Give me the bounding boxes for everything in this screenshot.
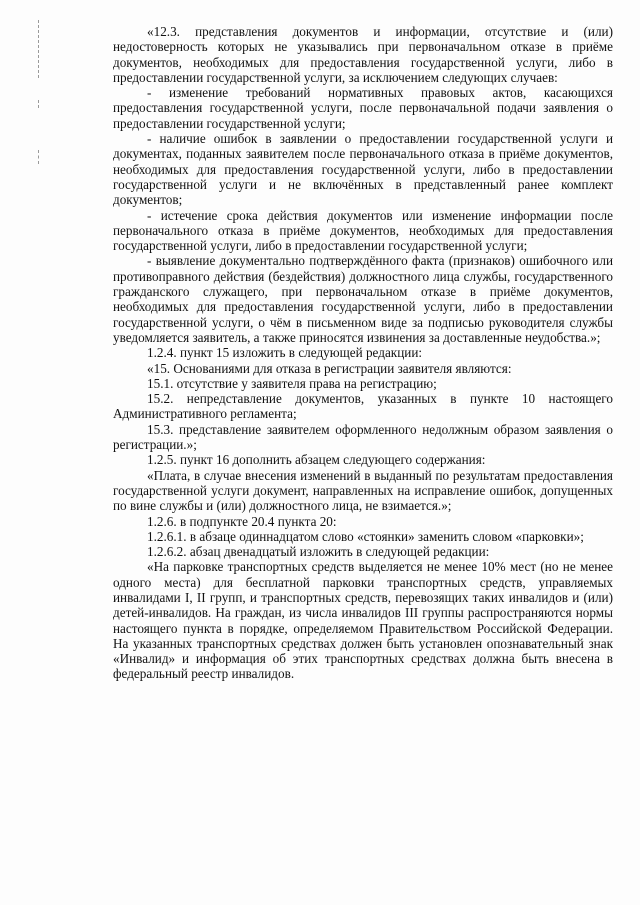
- paragraph: 1.2.4. пункт 15 изложить в следующей редакции:: [147, 345, 423, 361]
- binding-mark-small: [38, 100, 39, 108]
- paragraph: 1.2.6.1. в абзаце одиннадцатом слово «стоянки» заменить словом «парковки»;: [147, 528, 584, 544]
- paragraph: «Плата, в случае внесения изменений в выданный по результатам предоставления государственной услуги документ, направленных на исправление ошибок, допущенных по вине службы и (или) должностного лица, не взимается.»;: [113, 467, 613, 514]
- paragraph: 1.2.5. пункт 16 дополнить абзацем следующего содержания:: [147, 452, 486, 468]
- paragraph: «На парковке транспортных средств выделяется не менее 10% мест (но не менее одного места) для бесплатной парковки транспортных средств, управляемых инвалидами I, II групп, и транспортных средств, перевозящих таких инвалидов и (или) детей-инвалидов. На граждан, из числа инвалидов III группы распространяются нормы настоящего пункта в порядке, определяемом Правительством Российской Федерации. На указанных транспортных средствах должен быть установлен опознавательный знак «Инвалид» и информация об этих транспортных средствах должна быть внесена в федеральный реестр инвалидов.: [113, 559, 613, 682]
- paragraph: - наличие ошибок в заявлении о предоставлении государственной услуги и документах, поданных заявителем после первоначального отказа в приёме документов, необходимых для предоставления государственной услуги, либо в предоставлении государственной услуги и не включённых в представленный ранее комплект документов;: [113, 131, 613, 208]
- paragraph: - выявление документально подтверждённого факта (признаков) ошибочного или противоправного действия (бездействия) должностного лица службы, государственного гражданского служащего, при первоначальном отказе в приёме документов, необходимых для предоставления государственной услуги, либо в предоставлении государственной услуги, о чём в письменном виде за подписью руководителя службы уведомляется заявитель, а также приносятся извинения за доставленные неудобства.»;: [113, 253, 613, 345]
- paragraph: 1.2.6.2. абзац двенадцатый изложить в следующей редакции:: [147, 544, 490, 560]
- binding-mark-mid: [38, 150, 39, 164]
- binding-mark-top: [38, 20, 39, 78]
- paragraph: 1.2.6. в подпункте 20.4 пункта 20:: [147, 513, 337, 529]
- paragraph: 15.2. непредставление документов, указанных в пункте 10 настоящего Административного регламента;: [113, 391, 613, 422]
- paragraph: «12.3. представления документов и информации, отсутствие и (или) недостоверность которых не указывались при первоначальном отказе в приёме документов, необходимых для предоставления государственной услуги, либо в предоставлении государственной услуги, за исключением следующих случаев:: [113, 24, 613, 85]
- paragraph: 15.3. представление заявителем оформленного недолжным образом заявления о регистрации.»;: [113, 421, 613, 453]
- paragraph: - истечение срока действия документов или изменение информации после первоначального отказа в приёме документов, необходимых для предоставления государственной услуги, либо в предоставлении государственной услуги;: [113, 207, 613, 254]
- paragraph: 15.1. отсутствие у заявителя права на регистрацию;: [147, 375, 437, 391]
- paragraph: - изменение требований нормативных правовых актов, касающихся предоставления государственной услуги, после первоначальной подачи заявления о предоставлении государственной услуги;: [113, 85, 613, 131]
- document-body: [113, 24, 613, 682]
- paragraph: «15. Основаниями для отказа в регистрации заявителя являются:: [147, 360, 512, 376]
